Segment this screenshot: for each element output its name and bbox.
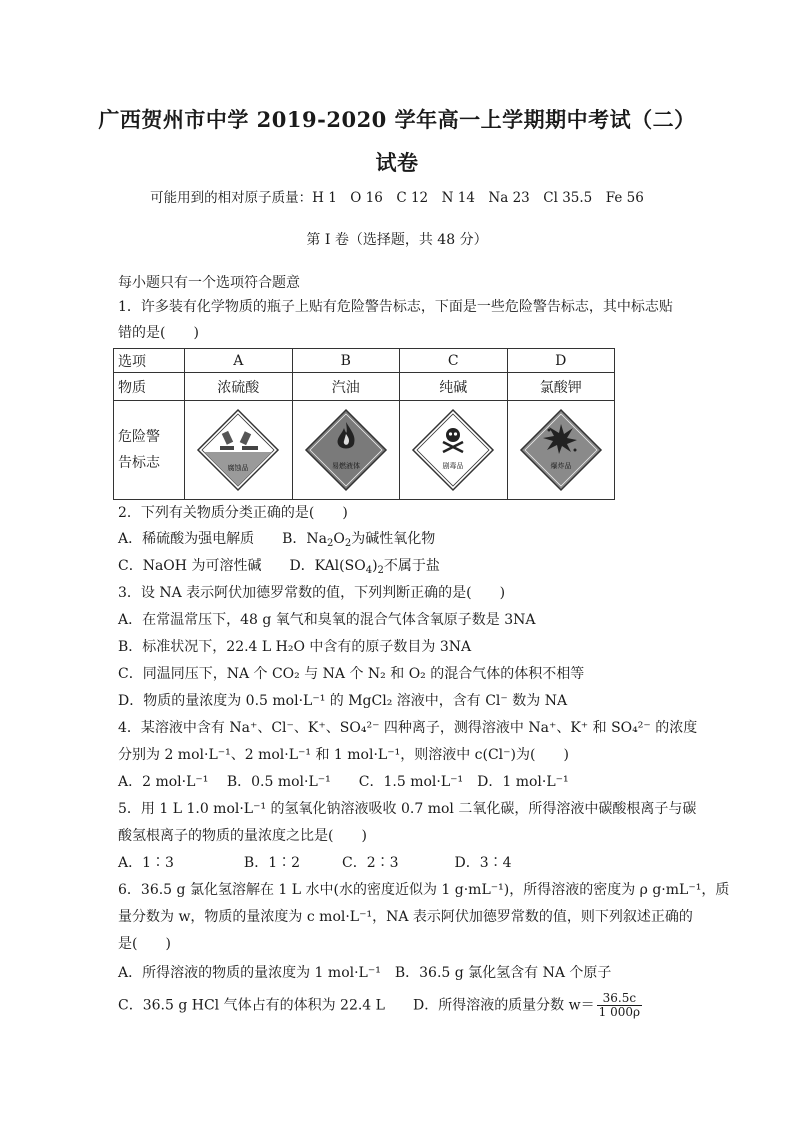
q2-stem: 2．下列有关物质分类正确的是( ) <box>118 505 348 521</box>
q3-option-a: A．在常温常压下，48 g 氧气和臭氧的混合气体含氧原子数是 3NA <box>118 612 536 628</box>
exam-title: 广西贺州市中学 2019-2020 学年高一上学期期中考试（二） <box>98 107 696 132</box>
q6-options-cd <box>118 992 642 1019</box>
table-row-label <box>114 401 185 500</box>
substance-c: 纯碱 <box>400 373 508 401</box>
q4-options: A．2 mol·L⁻¹ B．0.5 mol·L⁻¹ C．1.5 mol·L⁻¹ D．1 mol·L⁻¹ <box>118 774 569 790</box>
table-row-label: 物质 <box>114 373 185 401</box>
substance-d: 氯酸钾 <box>507 373 615 401</box>
instruction: 每小题只有一个选项符合题意 <box>118 275 300 291</box>
q4-stem-line2: 分别为 2 mol·L⁻¹、2 mol·L⁻¹ 和 1 mol·L⁻¹，则溶液中 c(Cl⁻)为( ) <box>118 747 569 763</box>
q2-options-ab <box>118 528 435 549</box>
fraction-numerator: 36.5c <box>597 992 642 1006</box>
substance-b: 汽油 <box>292 373 400 401</box>
q2-option-c: C．NaOH 为可溶性碱 <box>118 558 262 574</box>
explosive-icon <box>519 408 603 492</box>
exam-title-line2: 试卷 <box>375 150 419 175</box>
q6-stem-line2: 量分数为 w，物质的量浓度为 c mol·L⁻¹，NA 表示阿伏加德罗常数的值，则下列叙述正确的 <box>118 909 693 925</box>
mass-fraction-formula <box>597 992 642 1019</box>
option-d-header: D <box>507 349 615 373</box>
sign-a-cell <box>185 401 293 500</box>
corrosive-icon <box>196 408 280 492</box>
q2-option-b: B．$Na_2O_2$为碱性氧化物 <box>282 531 436 549</box>
q1-stem-line2: 错的是( ) <box>118 325 199 341</box>
q2-option-a: A．稀硫酸为强电解质 <box>118 531 255 547</box>
q6-option-c-d: C．36.5 g HCl 气体占有的体积为 22.4 L D．所得溶液的质量分数 w＝ <box>118 997 595 1014</box>
substance-a: 浓硫酸 <box>185 373 293 401</box>
q5-stem-line2: 酸氢根离子的物质的量浓度之比是( ) <box>118 828 367 844</box>
sign-c-text: 剧毒品 <box>442 462 464 470</box>
fraction-denominator: 1 000ρ <box>598 1005 641 1020</box>
q1-stem-line1: 1．许多装有化学物质的瓶子上贴有危险警告标志，下面是一些危险警告标志，其中标志贴 <box>118 299 673 315</box>
q3-option-b: B．标准状况下，22.4 L H₂O 中含有的原子数目为 3NA <box>118 639 472 655</box>
sign-d-cell <box>507 401 615 500</box>
q6-stem-line3: 是( ) <box>118 936 171 952</box>
q3-stem: 3．设 NA 表示阿伏加德罗常数的值，下列判断正确的是( ) <box>118 585 506 601</box>
sign-row-label: 危险警告标志 <box>118 429 160 471</box>
q4-stem-line1: 4．某溶液中含有 Na⁺、Cl⁻、K⁺、SO₄²⁻ 四种离子，测得溶液中 Na⁺、K⁺ 和 SO₄²⁻ 的浓度 <box>118 720 698 736</box>
sign-d-text: 爆炸品 <box>550 462 572 470</box>
option-a-header: A <box>185 349 293 373</box>
q2-options-cd <box>118 555 440 576</box>
q1-hazard-table <box>113 348 615 500</box>
sign-b-cell <box>292 401 400 500</box>
flammable-liquid-icon <box>304 408 388 492</box>
q5-stem-line1: 5．用 1 L 1.0 mol·L⁻¹ 的氢氧化钠溶液吸收 0.7 mol 二氧化碳，所得溶液中碳酸根离子与碳 <box>118 801 697 817</box>
sign-c-cell <box>400 401 508 500</box>
table-row-label: 选项 <box>114 349 185 373</box>
q3-option-d: D．物质的量浓度为 0.5 mol·L⁻¹ 的 MgCl₂ 溶液中，含有 Cl⁻ 数为 NA <box>118 693 568 709</box>
q6-stem-line1: 6．36.5 g 氯化氢溶解在 1 L 水中(水的密度近似为 1 g·mL⁻¹)，所得溶液的密度为 ρ g·mL⁻¹，质 <box>118 882 730 898</box>
q2-option-d: D．$KAl(SO_4)_2$不属于盐 <box>289 558 440 576</box>
section-heading: 第 I 卷（选择题，共 48 分） <box>306 232 488 248</box>
atomic-masses: 可能用到的相对原子质量：H 1 O 16 C 12 N 14 Na 23 Cl 35.5 Fe 56 <box>150 190 644 206</box>
q6-options-ab: A．所得溶液的物质的量浓度为 1 mol·L⁻¹ B．36.5 g 氯化氢含有 NA 个原子 <box>118 965 612 981</box>
sign-a-text: 腐蚀品 <box>227 464 249 472</box>
sign-b-text: 易燃液体 <box>331 462 360 470</box>
toxic-skull-icon <box>411 408 495 492</box>
option-c-header: C <box>400 349 508 373</box>
q3-option-c: C．同温同压下，NA 个 CO₂ 与 NA 个 N₂ 和 O₂ 的混合气体的体积不相等 <box>118 666 585 682</box>
option-b-header: B <box>292 349 400 373</box>
q5-options: A．1∶3 B．1∶2 C．2∶3 D．3∶4 <box>118 855 512 871</box>
